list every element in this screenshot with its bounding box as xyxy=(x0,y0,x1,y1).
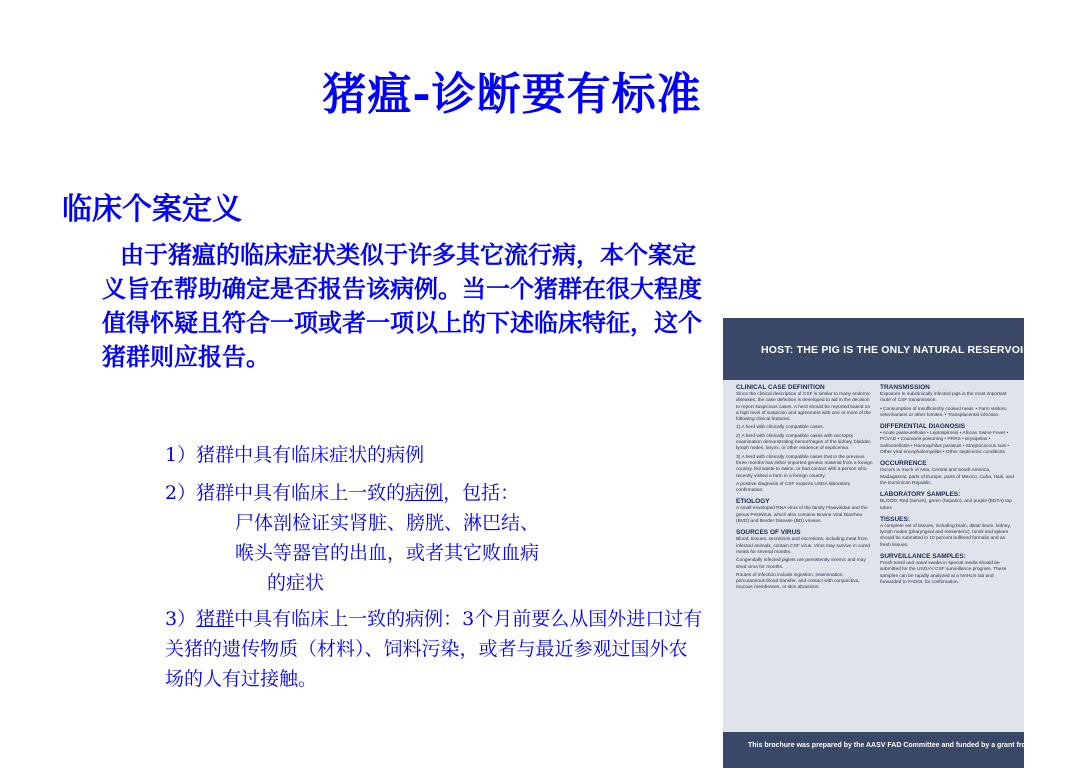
brochure-paragraph: Routes of infection include ingestion, insemination, percutaneous blood transfer, and contact with conjunctiva, mucous membranes, or skin abrasions. xyxy=(736,572,860,591)
brochure-section-heading: SURVEILLANCE SAMPLES: xyxy=(880,553,966,561)
intro-paragraph: 由于猪瘟的临床症状类似于许多其它流行病，本个案定义旨在帮助确定是否报告该病例。当一个猪群在很大程度值得怀疑且符合一项或者一项以上的下述临床特征，这个猪群则应报告。 xyxy=(102,240,702,371)
brochure-section-heading: SOURCES OF VIRUS xyxy=(736,529,801,537)
brochure-section-heading: ETIOLOGY xyxy=(736,498,770,506)
brochure-right-column xyxy=(880,380,1016,588)
criterion-3-text: 中具有临床上一致的病例：3个月前要么从国外进口过有关猪的遗传物质（材料）、饲料污染，或者与最近参观过国外农场的人有过接触。 xyxy=(165,608,703,690)
criterion-1: 1）猪群中具有临床症状的病例 xyxy=(165,444,425,466)
brochure-left-column xyxy=(736,380,874,594)
brochure-image xyxy=(723,318,1068,768)
brochure-paragraph: • Consumption of insufficiently cooked meat. • Farm visitors, veterinarians or other fomites. • Transplacental infection. xyxy=(880,406,1008,418)
brochure-section-heading: OCCURRENCE xyxy=(880,460,927,468)
brochure-paragraph: Since the clinical description of CSF is similar to many endemic diseases, the case definition is developed to aid in the decision to report suspicious cases. A herd should be reported based on a high level of suspicion and agreement with one or more of the following clinical features: xyxy=(736,392,871,423)
brochure-paragraph: BLOOD: Red (serum), green (heparin), and purple (EDTA) top tubes xyxy=(880,499,1012,511)
brochure-paragraph: Congenitally infected piglets are persistently viremic and may shed virus for months. xyxy=(736,558,866,570)
section-heading: 临床个案定义 xyxy=(62,192,242,227)
criterion-2-prefix: 2）猪群中具有临床上一致的 xyxy=(165,482,406,504)
brochure-paragraph: A positive diagnosis of CSF requires USDA laboratory confirmation. xyxy=(736,481,851,494)
criterion-3 xyxy=(165,604,705,694)
criterion-2-link[interactable]: 病例 xyxy=(405,482,444,504)
brochure-paragraph: Exposure to subclinically infected pigs is the most important route of CSF transmission. xyxy=(880,392,1007,404)
criterion-3-prefix: 3） xyxy=(165,608,197,630)
brochure-section-heading: TRANSMISSION xyxy=(880,384,930,391)
brochure-paragraph: • Acute pasteurellosis • Leptospirosis • African Swine Fever • PCVAD • Coumarin poisoning • PRRS • Erysipelas • Salmonellosis • Haemophilus parasuis • Streptococcus suis • Other viral encephalomyelitis • Other septicemic conditions xyxy=(880,431,1010,456)
brochure-banner xyxy=(723,318,1031,380)
brochure-banner-text: HOST: THE PIG IS THE ONLY NATURAL RESERVOIR xyxy=(761,344,1031,356)
brochure-section-heading: TISSUES: xyxy=(880,515,910,523)
brochure-paragraph: Occurs in much of Asia, Central and South America, Madagascar, parts of Europe, parts of Mexico, Cuba, Haiti, and the Dominican Republic. xyxy=(880,468,1014,486)
criterion-2-line-2: 尸体剖检证实肾脏、膀胱、淋巴结、 xyxy=(235,512,540,534)
criterion-2 xyxy=(165,478,705,598)
brochure-paragraph: A small enveloped RNA virus of the family Flaviviridae and the genus Pestivirus, which also contains Bovine Viral Diarrhea (BVD) and Border Disease (BD) viruses. xyxy=(736,506,868,525)
criterion-2-suffix: ，包括： xyxy=(443,482,520,504)
criterion-3-link[interactable]: 猪群 xyxy=(196,608,235,630)
brochure-section-heading: CLINICAL CASE DEFINITION xyxy=(736,384,825,391)
criteria-list xyxy=(165,440,705,694)
brochure-paragraph: 3) A herd with clinically compatible cases that in the previous three months has either imported genetic material from a foreign country, fed waste to swine, or had contact with a person who recently visited a farm in a foreign country. xyxy=(736,454,873,479)
brochure-paragraph: Fresh tonsil and nasal swabs in special media should be submitted for the USDA's CSF surveillance program. These samples can be rapidly analyzed at a NAHLN lab and forwarded to FADDL for confirmation. xyxy=(880,561,1007,585)
criterion-2-line-4: 的症状 xyxy=(267,572,325,594)
brochure-paragraph: Blood, tissues, secretions and excretions, including meat from infected animals, contain CSF virus. Virus may survive in cured meats for several months. xyxy=(736,537,871,555)
brochure-footer-text: This brochure was prepared by the AASV FAD Committee and funded by a grant from the USDA. xyxy=(748,742,1068,749)
slide-title: 猪瘟-诊断要有标准 xyxy=(322,69,702,120)
brochure-section-heading: DIFFERENTIAL DIAGNOSIS xyxy=(880,423,966,431)
brochure-paragraph: 1) A herd with clinically compatible cases. xyxy=(736,425,824,431)
brochure-paragraph: A complete set of tissues, including brain, distal ileum, kidney, lymph nodes (pharyngeal and mesenteric), tonsil and spleen should be submitted in 10 percent buffered formalin and as fresh tissues. xyxy=(880,523,1011,548)
brochure-section-heading: LABORATORY SAMPLES: xyxy=(880,491,961,499)
brochure-footer xyxy=(723,732,1068,768)
brochure-paragraph: 2) A herd with clinically compatible cases with necropsy examination demonstrating hemorrhages of the kidney, bladder, lymph nodes, larynx, or other evidence of septicemia. xyxy=(736,433,872,452)
criterion-2-line-3: 喉头等器官的出血，或者其它败血病 xyxy=(235,542,540,564)
